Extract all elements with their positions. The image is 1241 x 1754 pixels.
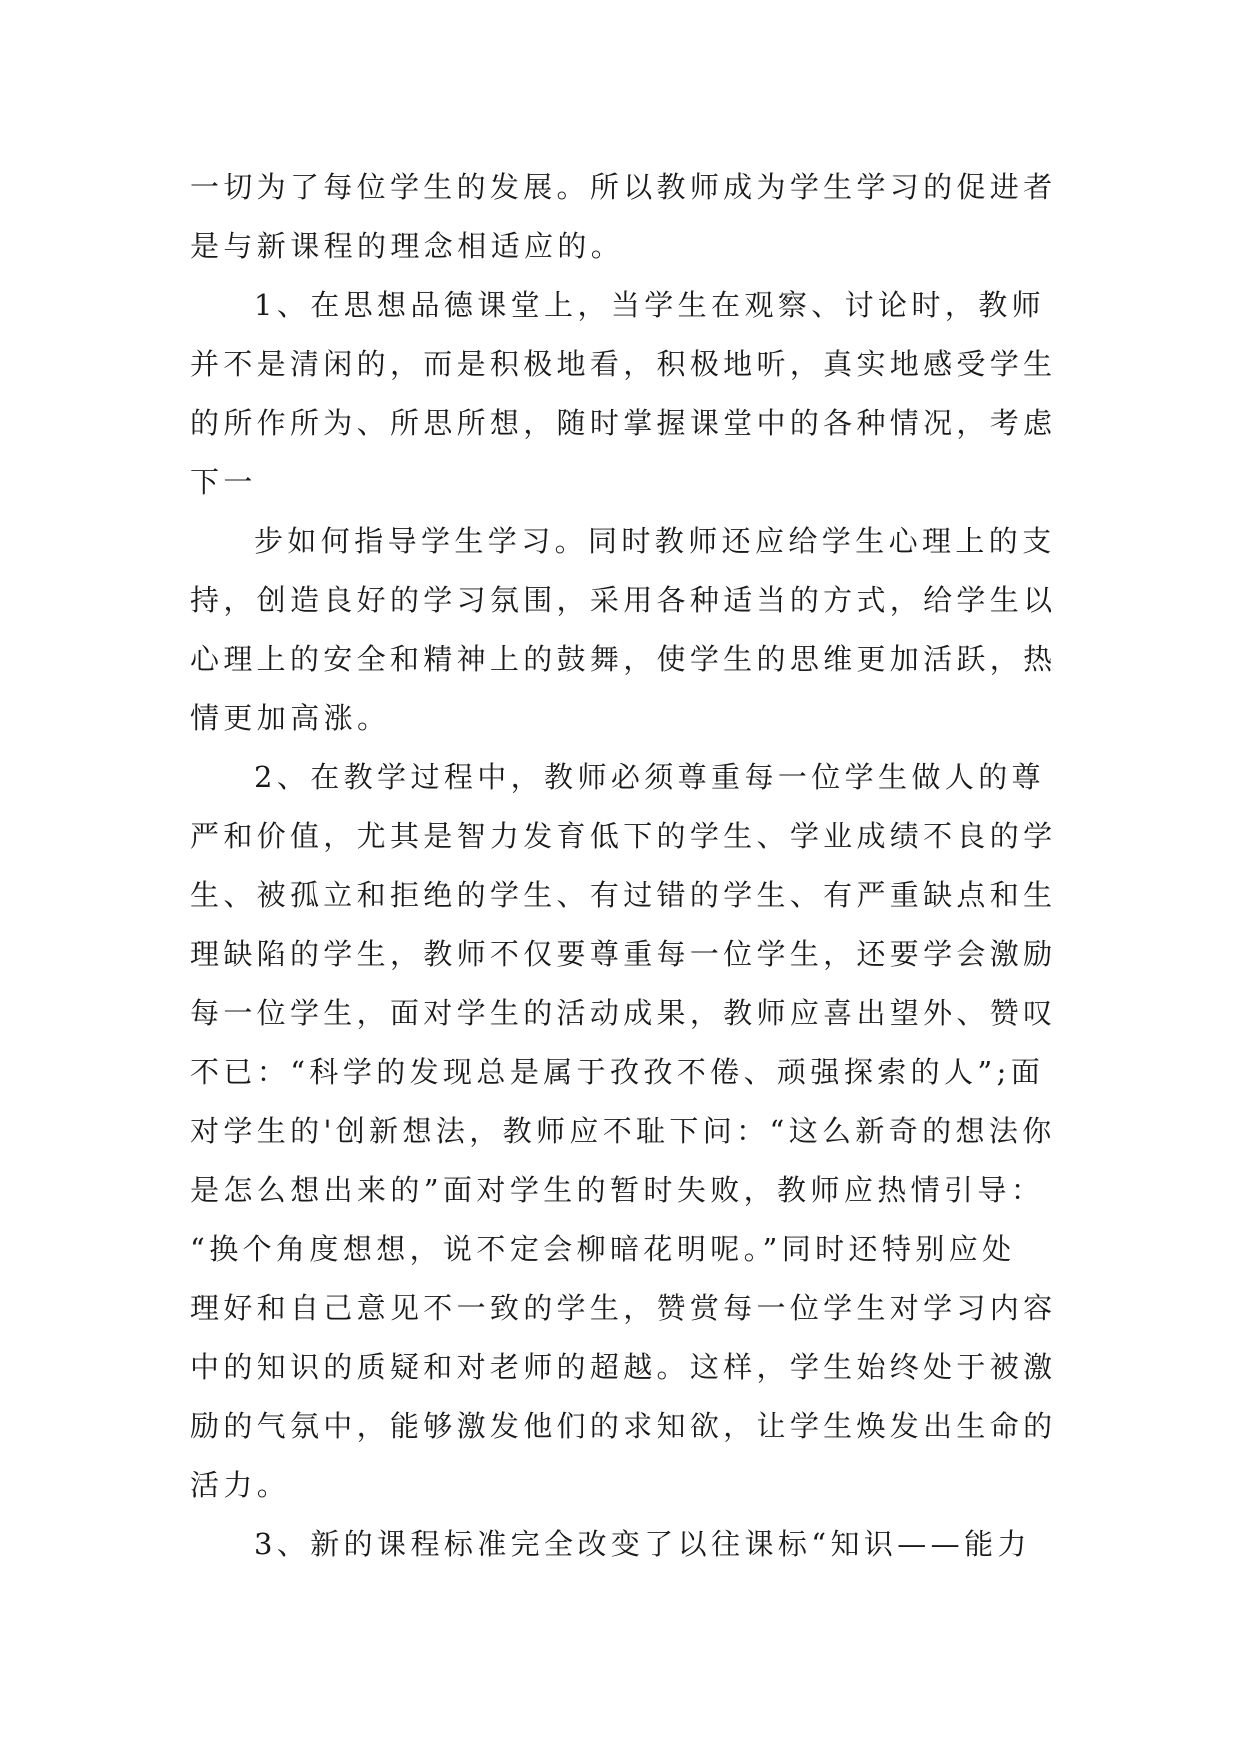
paragraph-2: [190, 276, 1056, 512]
text-line: 心理上的安全和精神上的鼓舞，使学生的思维更加活跃，热: [190, 642, 1057, 676]
text-line: 生、被孤立和拒绝的学生、有过错的学生、有严重缺点和生: [190, 878, 1057, 912]
text-line: 持，创造良好的学习氛围，采用各种适当的方式，给学生以: [190, 583, 1057, 617]
document-page: [190, 158, 1056, 1574]
text-line: 理好和自己意见不一致的学生，赞赏每一位学生对学习内容: [190, 1291, 1057, 1325]
text-line: “换个角度想想，说不定会柳暗花明呢。”同时还特别应处: [190, 1232, 1016, 1266]
text-line: 的所作所为、所思所想，随时掌握课堂中的各种情况，考虑: [190, 406, 1057, 440]
text-line: 情更加高涨。: [190, 701, 391, 735]
text-line: 下一: [190, 465, 257, 499]
text-line: 步如何指导学生学习。同时教师还应给学生心理上的支: [254, 524, 1056, 558]
text-line: 严和价值，尤其是智力发育低下的学生、学业成绩不良的学: [190, 819, 1057, 853]
text-line: 不已：“科学的发现总是属于孜孜不倦、顽强探索的人”;面: [190, 1055, 1045, 1089]
paragraph-1: [190, 158, 1056, 276]
text-line: 中的知识的质疑和对老师的超越。这样，学生始终处于被激: [190, 1350, 1057, 1384]
text-line: 理缺陷的学生，教师不仅要尊重每一位学生，还要学会激励: [190, 937, 1057, 971]
text-line: 并不是清闲的，而是积极地看，积极地听，真实地感受学生: [190, 347, 1057, 381]
text-line: 3、新的课程标准完全改变了以往课标“知识——能力: [254, 1527, 1031, 1561]
text-line: 是与新课程的理念相适应的。: [190, 229, 625, 263]
text-line: 每一位学生，面对学生的活动成果，教师应喜出望外、赞叹: [190, 996, 1057, 1030]
text-line: 是怎么想出来的”面对学生的暂时失败，教师应热情引导：: [190, 1173, 1045, 1207]
paragraph-4: [190, 748, 1056, 1515]
paragraph-3: [190, 512, 1056, 748]
text-line: 活力。: [190, 1468, 291, 1502]
text-line: 一切为了每位学生的发展。所以教师成为学生学习的促进者: [190, 170, 1057, 204]
text-line: 励的气氛中，能够激发他们的求知欲，让学生焕发出生命的: [190, 1409, 1057, 1443]
text-line: 对学生的'创新想法，教师应不耻下问：“这么新奇的想法你: [190, 1114, 1056, 1148]
text-line: 1、在思想品德课堂上，当学生在观察、讨论时，教师: [254, 288, 1046, 322]
text-line: 2、在教学过程中，教师必须尊重每一位学生做人的尊: [254, 760, 1046, 794]
paragraph-5: [190, 1515, 1056, 1574]
